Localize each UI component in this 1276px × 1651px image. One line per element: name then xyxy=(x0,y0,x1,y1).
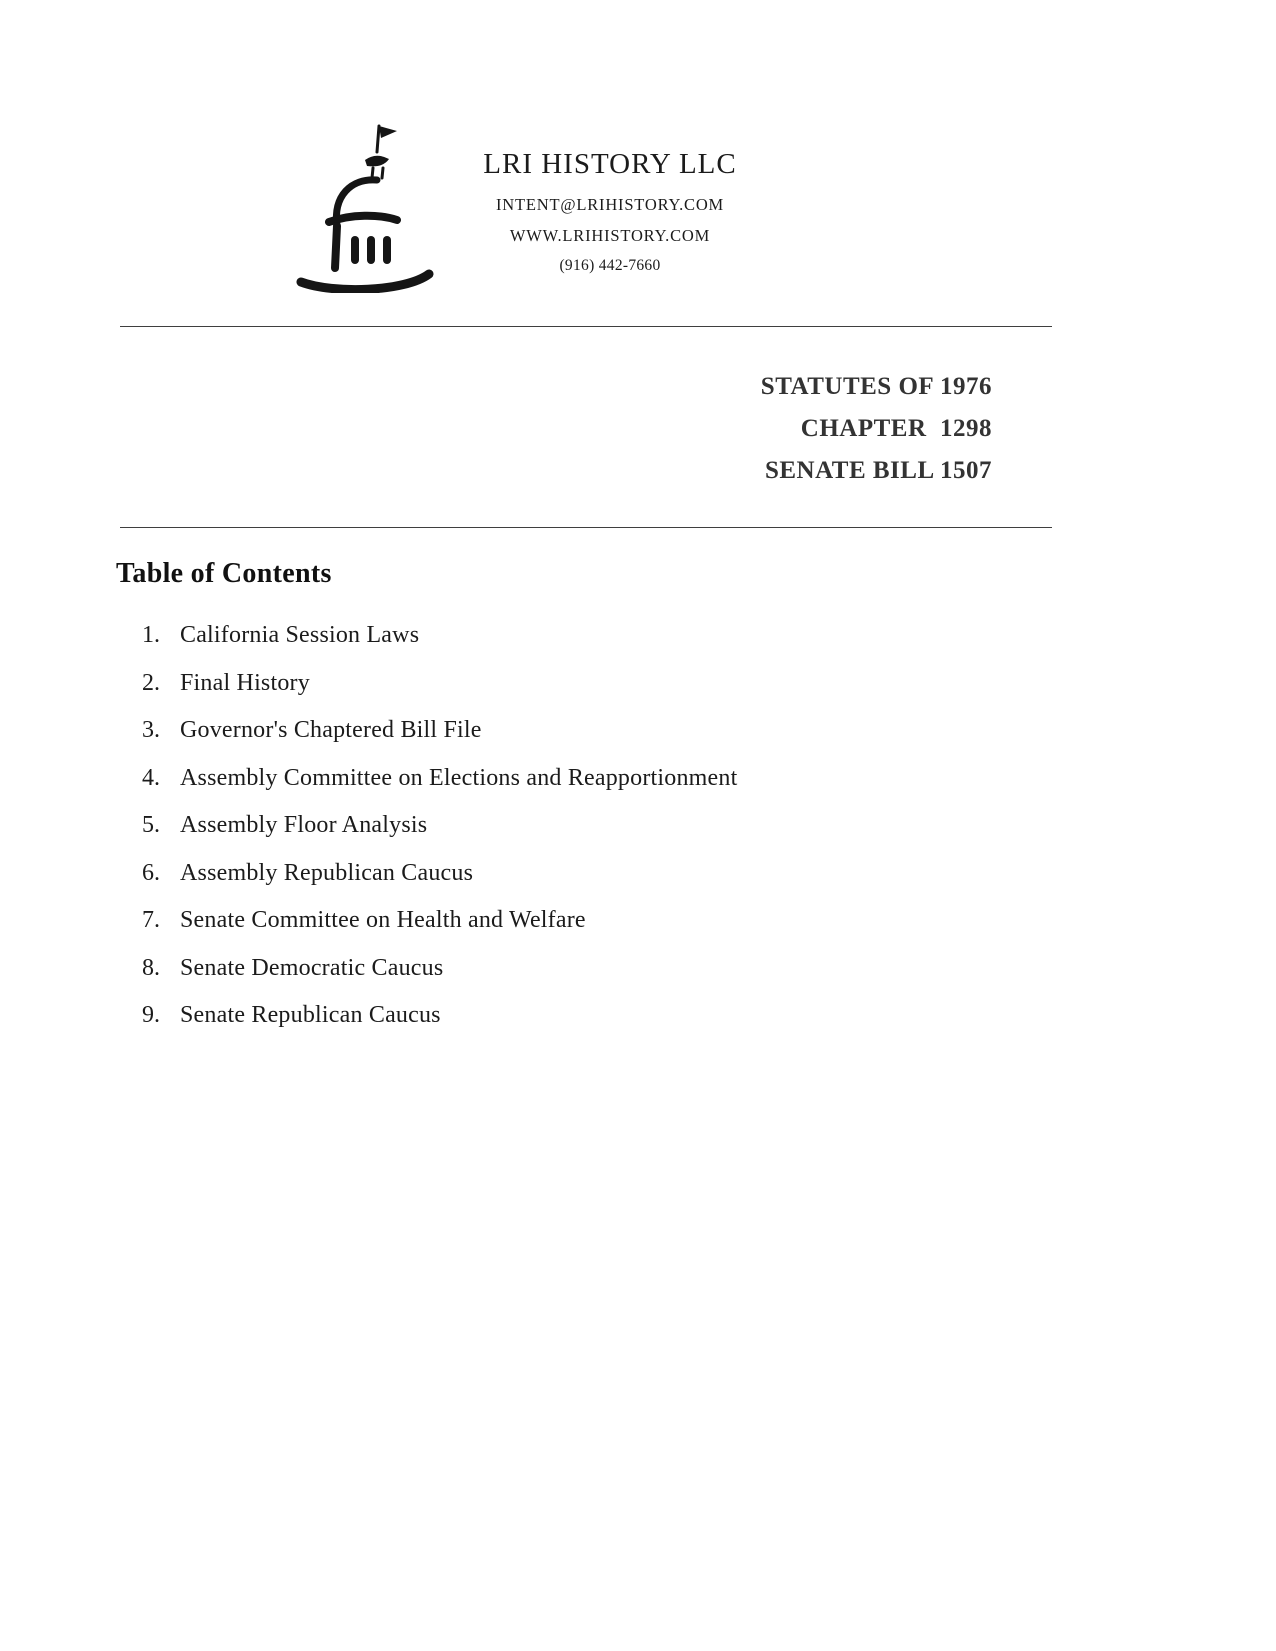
statutes-line-3: SENATE BILL 1507 xyxy=(764,457,992,484)
toc-item xyxy=(142,670,1042,718)
toc-item-label: Assembly Committee on Elections and Reapportionment xyxy=(180,764,738,791)
toc-item-number: 9. xyxy=(142,1002,160,1028)
toc-item-number: 7. xyxy=(142,907,160,933)
toc-item-label: Senate Democratic Caucus xyxy=(180,954,444,981)
toc-title: Table of Contents xyxy=(116,558,332,589)
toc-item xyxy=(142,812,1042,860)
toc-item xyxy=(142,717,1042,765)
horizontal-rule-bottom xyxy=(120,527,1052,528)
toc-item-number: 4. xyxy=(142,764,160,791)
company-name: LRI HISTORY LLC xyxy=(483,148,737,180)
statutes-line-2: CHAPTER 1298 xyxy=(800,415,992,442)
toc-item xyxy=(142,1002,1042,1050)
company-phone: (916) 442-7660 xyxy=(559,257,661,274)
toc-item-label: California Session Laws xyxy=(180,622,420,648)
toc-item-label: Senate Committee on Health and Welfare xyxy=(180,907,586,933)
statutes-heading xyxy=(440,366,992,492)
toc-item-number: 6. xyxy=(142,859,160,886)
toc-item-label: Final History xyxy=(180,669,310,696)
toc-item xyxy=(142,860,1042,908)
toc-item-label: Senate Republican Caucus xyxy=(180,1002,441,1028)
statutes-line-1: STATUTES OF 1976 xyxy=(760,373,992,400)
toc-list xyxy=(142,622,1042,1050)
toc-item xyxy=(142,907,1042,955)
capitol-logo-icon xyxy=(293,118,453,293)
letterhead xyxy=(440,148,780,275)
horizontal-rule-top xyxy=(120,326,1052,327)
toc-item xyxy=(142,955,1042,1003)
company-email: INTENT@LRIHISTORY.COM xyxy=(495,195,725,214)
toc-item-label: Assembly Floor Analysis xyxy=(180,812,428,838)
toc-item-number: 3. xyxy=(142,717,160,743)
toc-item xyxy=(142,622,1042,670)
toc-item-number: 2. xyxy=(142,669,160,696)
toc-item-number: 5. xyxy=(142,812,160,838)
toc-item-number: 8. xyxy=(142,954,160,981)
toc-item-label: Governor's Chaptered Bill File xyxy=(180,717,482,743)
company-website: WWW.LRIHISTORY.COM xyxy=(509,226,711,245)
toc-item-number: 1. xyxy=(142,622,160,648)
toc-item-label: Assembly Republican Caucus xyxy=(180,859,474,886)
toc-item xyxy=(142,765,1042,813)
